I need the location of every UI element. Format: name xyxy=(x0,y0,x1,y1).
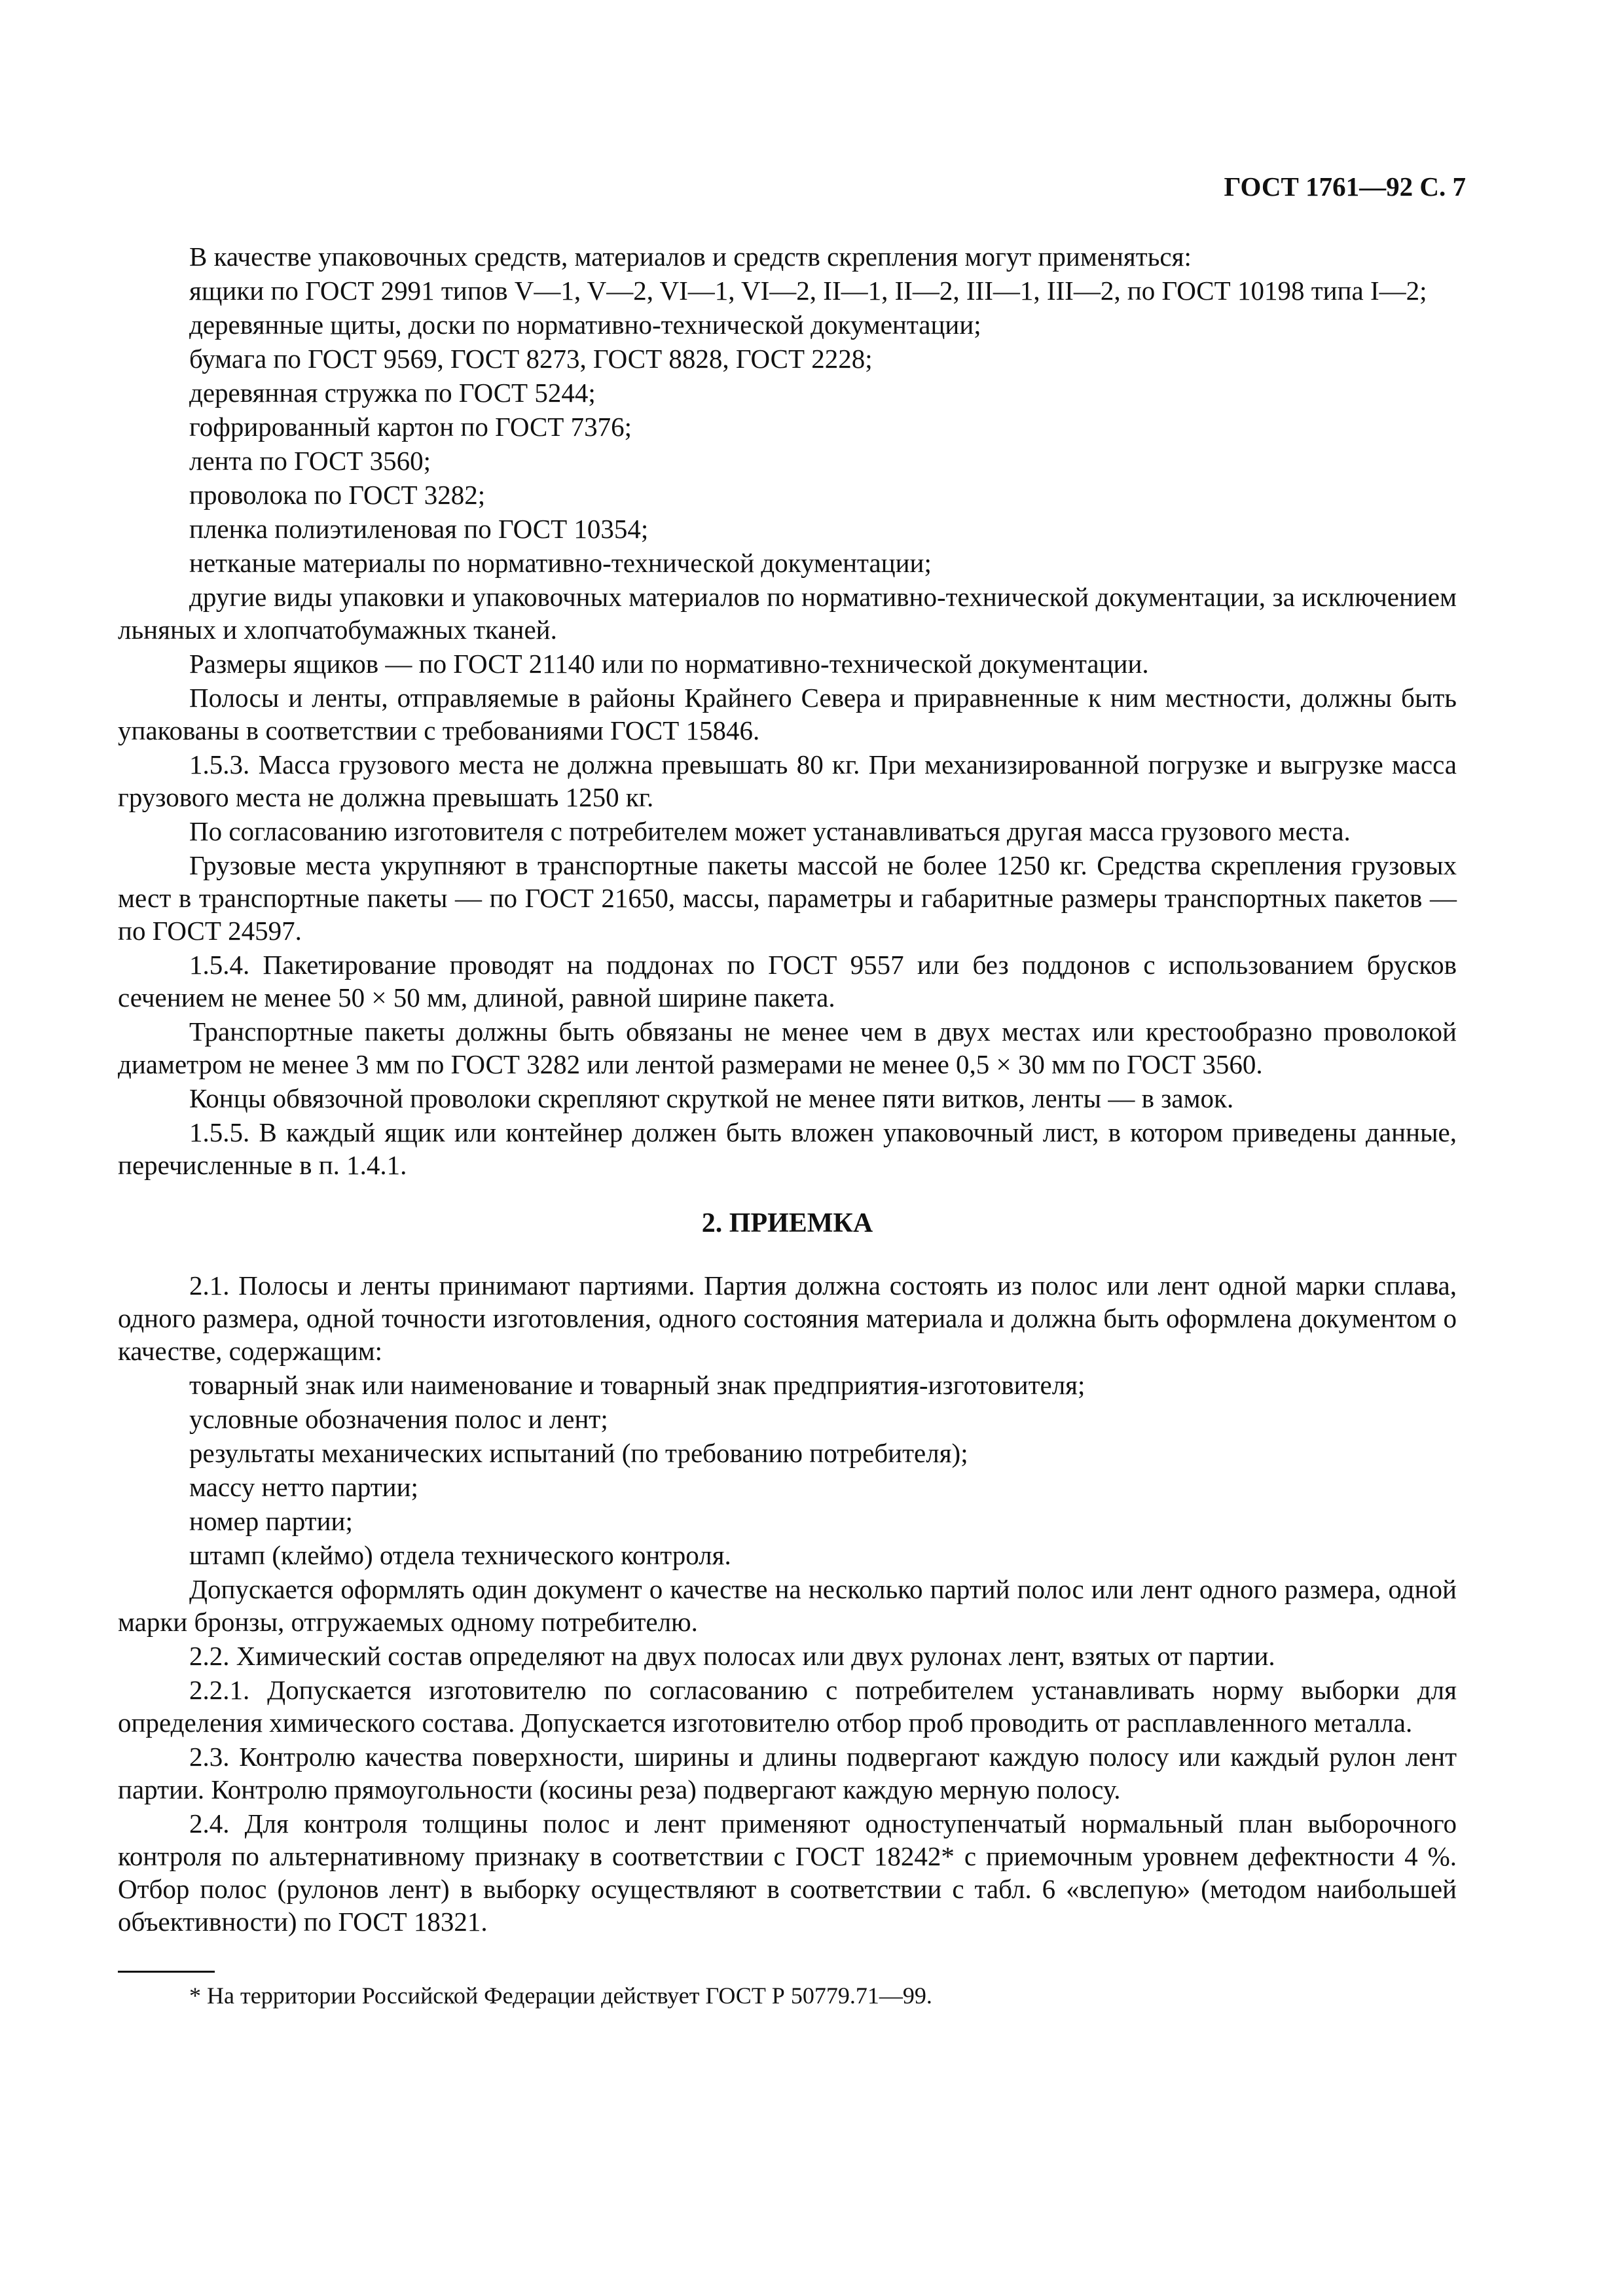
page-header: ГОСТ 1761—92 С. 7 xyxy=(1224,171,1466,202)
list-item: деревянные щиты, доски по нормативно-технической документации; xyxy=(189,310,981,340)
paragraph: 2.4. Для контроля толщины полос и лент применяют одноступенчатый нормальный план выборочного контроля по альтернативному признаку в соответствии с ГОСТ 18242* с приемочным уровнем дефектности 4 %. Отбор полос (рулонов лент) в выборку осуществляют в соответствии с табл. 6 «вслепую» (методом наибольшей объективности) по ГОСТ 18321. xyxy=(118,1808,1457,1937)
paragraph: Транспортные пакеты должны быть обвязаны не менее чем в двух местах или крестообразно проволокой диаметром не менее 3 мм по ГОСТ 3282 или лентой размерами не менее 0,5 × 30 мм по ГОСТ 3560. xyxy=(118,1016,1457,1079)
packaging-section xyxy=(118,240,1457,1181)
list-item: товарный знак или наименование и товарный знак предприятия-изготовителя; xyxy=(189,1370,1085,1400)
list-item: деревянная стружка по ГОСТ 5244; xyxy=(189,378,596,408)
list-item: гофрированный картон по ГОСТ 7376; xyxy=(189,412,632,442)
section-heading: 2. ПРИЕМКА xyxy=(701,1208,873,1238)
paragraph: другие виды упаковки и упаковочных материалов по нормативно-технической документации, за исключением льняных и хлопчатобумажных тканей. xyxy=(118,582,1457,645)
list-item: лента по ГОСТ 3560; xyxy=(189,446,431,476)
paragraph: 1.5.4. Пакетирование проводят на поддонах по ГОСТ 9557 или без поддонов с использованием брусков сечением не менее 50 × 50 мм, длиной, равной ширине пакета. xyxy=(118,950,1457,1013)
paragraph: ящики по ГОСТ 2991 типов V—1, V—2, VI—1, VI—2, II—1, II—2, III—1, III—2, по ГОСТ 10198 типа I—2; xyxy=(189,276,1427,306)
paragraph: 1.5.3. Масса грузового места не должна превышать 80 кг. При механизированной погрузке и выгрузке масса грузового места не должна превышать 1250 кг. xyxy=(118,749,1457,812)
paragraph: 2.2. Химический состав определяют на двух полосах или двух рулонах лент, взятых от партии. xyxy=(189,1641,1275,1671)
list-item: пленка полиэтиленовая по ГОСТ 10354; xyxy=(189,514,649,544)
footnote-divider xyxy=(118,1971,215,1973)
list-item: бумага по ГОСТ 9569, ГОСТ 8273, ГОСТ 8828, ГОСТ 2228; xyxy=(189,344,873,374)
paragraph: Грузовые места укрупняют в транспортные пакеты массой не более 1250 кг. Средства скрепления грузовых мест в транспортные пакеты — по ГОСТ 21650, массы, параметры и габаритные размеры транспортных пакетов — по ГОСТ 24597. xyxy=(118,850,1457,946)
paragraph: Концы обвязочной проволоки скрепляют скруткой не менее пяти витков, ленты — в замок. xyxy=(189,1083,1234,1113)
document-page xyxy=(118,167,1466,2012)
list-item: массу нетто партии; xyxy=(189,1472,418,1502)
list-item: результаты механических испытаний (по требованию потребителя); xyxy=(189,1438,968,1468)
acceptance-section xyxy=(118,1269,1457,1938)
paragraph: 2.2.1. Допускается изготовителю по согласованию с потребителем устанавливать норму выборки для определения химического состава. Допускается изготовителю отбор проб проводить от расплавленного металла. xyxy=(118,1675,1457,1738)
paragraph: По согласованию изготовителя с потребителем может устанавливаться другая масса грузового места. xyxy=(189,816,1351,846)
footnote: * На территории Российской Федерации действует ГОСТ Р 50779.71—99. xyxy=(189,1982,932,2009)
paragraph: 1.5.5. В каждый ящик или контейнер должен быть вложен упаковочный лист, в котором приведены данные, перечисленные в п. 1.4.1. xyxy=(118,1117,1457,1180)
list-item: номер партии; xyxy=(189,1506,353,1536)
paragraph: В качестве упаковочных средств, материалов и средств скрепления могут применяться: xyxy=(189,242,1192,272)
list-item: штамп (клеймо) отдела технического контроля. xyxy=(189,1540,731,1570)
list-item: условные обозначения полос и лент; xyxy=(189,1404,608,1434)
list-item: нетканые материалы по нормативно-технической документации; xyxy=(189,548,932,578)
paragraph: 2.1. Полосы и ленты принимают партиями. Партия должна состоять из полос или лент одной марки сплава, одного размера, одной точности изготовления, одного состояния материала и должна быть оформлена документом о качестве, содержащим: xyxy=(118,1270,1457,1366)
paragraph: 2.3. Контролю качества поверхности, ширины и длины подвергают каждую полосу или каждый рулон лент партии. Контролю прямоугольности (косины реза) подвергают каждую мерную полосу. xyxy=(118,1742,1457,1804)
list-item: проволока по ГОСТ 3282; xyxy=(189,480,486,510)
paragraph: Размеры ящиков — по ГОСТ 21140 или по нормативно-технической документации. xyxy=(189,649,1149,679)
paragraph: Полосы и ленты, отправляемые в районы Крайнего Севера и приравненные к ним местности, должны быть упакованы в соответствии с требованиями ГОСТ 15846. xyxy=(118,683,1457,745)
paragraph: Допускается оформлять один документ о качестве на несколько партий полос или лент одного размера, одной марки бронзы, отгружаемых одному потребителю. xyxy=(118,1574,1457,1637)
